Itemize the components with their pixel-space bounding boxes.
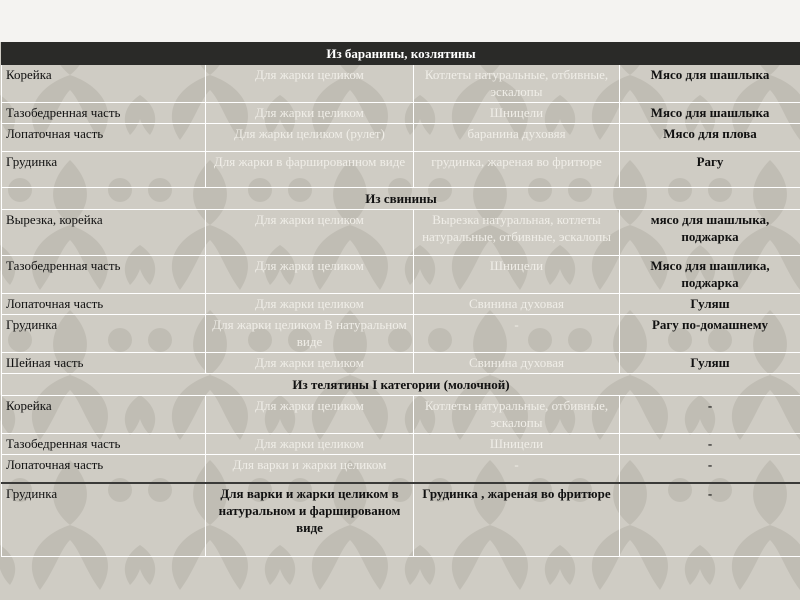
cut-name-cell: Грудинка xyxy=(2,315,206,353)
table-row xyxy=(2,455,800,483)
dish-alt-cell: - xyxy=(620,483,800,557)
dish-alt-cell: Мясо для плова xyxy=(620,124,800,152)
dish-cell: Свинина духовая xyxy=(414,353,620,374)
table-row xyxy=(2,256,800,294)
table-body xyxy=(2,43,800,557)
cut-name-cell: Грудинка xyxy=(2,483,206,557)
cut-name-cell: Лопаточная часть xyxy=(2,294,206,315)
cut-name-cell: Лопаточная часть xyxy=(2,455,206,483)
table-row xyxy=(2,315,800,353)
dish-alt-cell: Рагу xyxy=(620,152,800,188)
dish-alt-cell: Мясо для шашлыка xyxy=(620,65,800,103)
table-row xyxy=(2,353,800,374)
use-cell: Для жарки в фаршированном виде xyxy=(206,152,414,188)
cut-name-cell: Корейка xyxy=(2,396,206,434)
cut-name-cell: Вырезка, корейка xyxy=(2,210,206,256)
dish-cell: грудинка, жареная во фритюре xyxy=(414,152,620,188)
use-cell: Для жарки целиком xyxy=(206,396,414,434)
section-header xyxy=(2,43,800,65)
dish-cell: Вырезка натуральная, котлеты натуральные, отбивные, эскалопы xyxy=(414,210,620,256)
table-row xyxy=(2,434,800,455)
section-header xyxy=(2,374,800,396)
dish-cell: Котлеты натуральные, отбивные, эскалопы xyxy=(414,396,620,434)
meat-cuts-table xyxy=(1,42,800,557)
cut-name-cell: Шейная часть xyxy=(2,353,206,374)
dish-cell: Шницели xyxy=(414,256,620,294)
dish-alt-cell: - xyxy=(620,396,800,434)
dish-alt-cell: Рагу по-домашнему xyxy=(620,315,800,353)
section-title: Из баранины, козлятины xyxy=(2,43,800,65)
table-row xyxy=(2,294,800,315)
section-title: Из телятины I категории (молочной) xyxy=(2,374,800,396)
use-cell: Для жарки целиком xyxy=(206,103,414,124)
dish-cell: Свинина духовая xyxy=(414,294,620,315)
dish-cell: Шницели xyxy=(414,434,620,455)
use-cell: Для жарки целиком xyxy=(206,353,414,374)
section-title: Из свинины xyxy=(2,188,800,210)
cut-name-cell: Тазобедренная часть xyxy=(2,434,206,455)
dish-cell: Котлеты натуральные, отбивные, эскалопы xyxy=(414,65,620,103)
cut-name-cell: Корейка xyxy=(2,65,206,103)
use-cell: Для жарки целиком В натуральном виде xyxy=(206,315,414,353)
use-cell: Для жарки целиком (рулет) xyxy=(206,124,414,152)
cut-name-cell: Лопаточная часть xyxy=(2,124,206,152)
use-cell: Для варки и жарки целиком xyxy=(206,455,414,483)
table-row xyxy=(2,103,800,124)
table-row xyxy=(2,483,800,557)
table-row xyxy=(2,124,800,152)
cut-name-cell: Тазобедренная часть xyxy=(2,103,206,124)
dish-cell: Шницели xyxy=(414,103,620,124)
use-cell: Для варки и жарки целиком в натуральном и фаршированом виде xyxy=(206,483,414,557)
use-cell: Для жарки целиком xyxy=(206,434,414,455)
table-row xyxy=(2,210,800,256)
table-row xyxy=(2,65,800,103)
cut-name-cell: Грудинка xyxy=(2,152,206,188)
section-header xyxy=(2,188,800,210)
dish-alt-cell: Гуляш xyxy=(620,353,800,374)
table-row xyxy=(2,152,800,188)
use-cell: Для жарки целиком xyxy=(206,294,414,315)
dish-alt-cell: Мясо для шашлика, поджарка xyxy=(620,256,800,294)
dish-alt-cell: - xyxy=(620,455,800,483)
dish-cell: Грудинка , жареная во фритюре xyxy=(414,483,620,557)
dish-alt-cell: Мясо для шашлыка xyxy=(620,103,800,124)
use-cell: Для жарки целиком xyxy=(206,210,414,256)
use-cell: Для жарки целиком xyxy=(206,65,414,103)
dish-alt-cell: - xyxy=(620,434,800,455)
use-cell: Для жарки целиком xyxy=(206,256,414,294)
cut-name-cell: Тазобедренная часть xyxy=(2,256,206,294)
table-row xyxy=(2,396,800,434)
dish-alt-cell: Гуляш xyxy=(620,294,800,315)
dish-cell: - xyxy=(414,455,620,483)
dish-cell: баранина духовяя xyxy=(414,124,620,152)
top-band xyxy=(0,0,800,42)
dish-cell: - xyxy=(414,315,620,353)
dish-alt-cell: мясо для шашлыка, поджарка xyxy=(620,210,800,256)
